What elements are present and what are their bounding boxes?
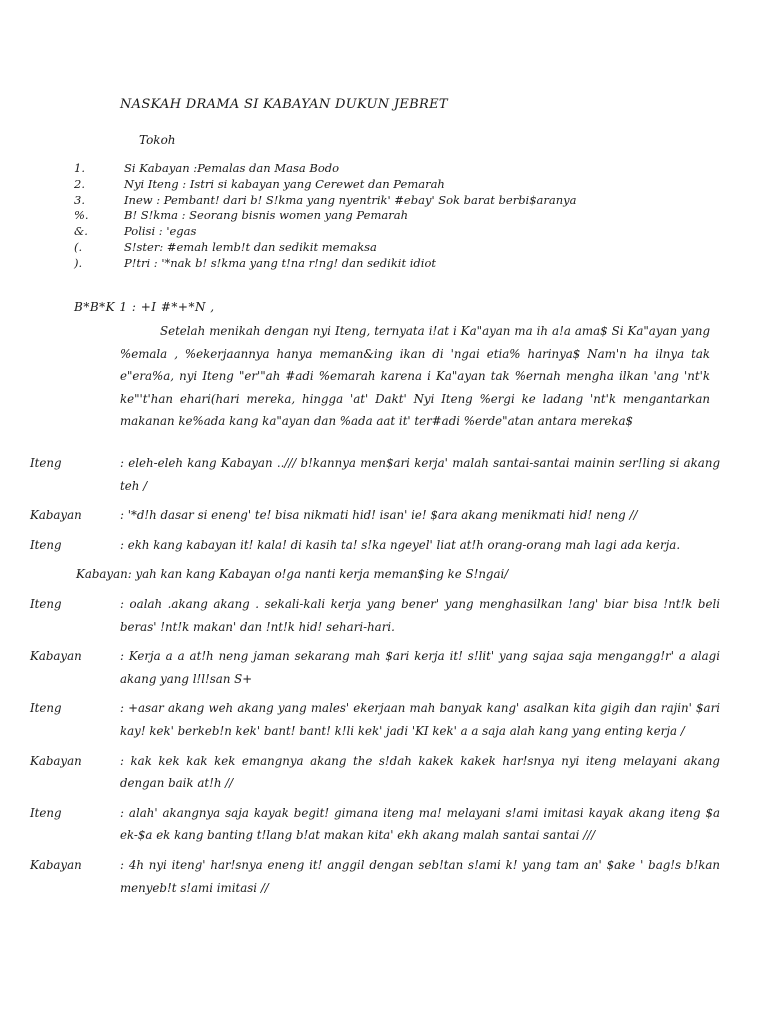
cast-item xyxy=(74,256,714,272)
cast-description: Polisi : 'egas xyxy=(124,224,197,239)
dialog-text: : oalah .akang akang . sekali-kali kerja yang bener' yang menghasilkan !ang' biar bisa !nt!k beli beras' !nt!k makan' dan !nt!k hid! sehari-hari. xyxy=(120,596,720,634)
cast-description: Inew : Pembant! dari b! S!kma yang nyentrik' #ebay' Sok barat berbi$aranya xyxy=(124,192,577,207)
act-heading: B*B*K 1 : +I #*+*N , xyxy=(74,300,215,314)
dialog-line xyxy=(30,593,720,638)
cast-item xyxy=(74,208,714,224)
document-title: NASKAH DRAMA SI KABAYAN DUKUN JEBRET xyxy=(120,97,448,112)
dialog-line xyxy=(30,802,720,847)
dialog-line xyxy=(30,452,720,497)
speaker-name: Iteng xyxy=(30,701,62,716)
dialog-line-inline: Kabayan: yah kan kang Kabayan o!ga nanti kerja meman$ing ke S!ngai/ xyxy=(76,567,509,582)
dialog-line xyxy=(30,534,720,557)
dialog-line xyxy=(30,504,720,527)
cast-number: 2. xyxy=(74,176,85,191)
cast-list xyxy=(74,161,714,272)
cast-description: Nyi Iteng : Istri si kabayan yang Cerewet dan Pemarah xyxy=(124,176,445,191)
cast-item xyxy=(74,193,714,209)
dialog-line xyxy=(30,854,720,899)
narration-text: Setelah menikah dengan nyi Iteng, ternyata i!at i Ka"ayan ma ih a!a ama$ Si Ka"ayan yang %emala , %ekerjaannya hanya meman&ing ikan di 'ngai etia% harinya$ Nam'n ha ilnya tak e"era%a, nyi Iteng "er'"ah #adi %emarah karena i Ka"ayan tak %ernah mengha ilkan 'ang 'nt'k ke"'t'han ehari(hari mereka, hingga 'at' Dakt' Nyi Iteng %ergi ke ladang 'nt'k mengantarkan makanan ke%ada kang ka"ayan dan %ada aat it' ter#adi %erde"atan antara mereka$ xyxy=(120,324,710,429)
dialog-line xyxy=(30,750,720,795)
speaker-name: Iteng xyxy=(30,537,62,552)
dialog-text: : alah' akangnya saja kayak begit! gimana iteng ma! melayani s!ami imitasi kayak akang iteng $a ek-$a ek kang banting t!lang b!at makan kita' ekh akang malah santai santai /// xyxy=(120,805,720,843)
dialog-text: : 4h nyi iteng' har!snya eneng it! anggil dengan seb!tan s!ami k! yang tam an' $ake ' bag!s b!kan menyeb!t s!ami imitasi // xyxy=(120,857,720,895)
cast-description: S!ster: #emah lemb!t dan sedikit memaksa xyxy=(124,239,377,254)
speaker-name: Kabayan xyxy=(30,649,82,664)
cast-number: (. xyxy=(74,239,83,254)
cast-number: &. xyxy=(74,224,88,239)
dialog-text: : +asar akang weh akang yang males' ekerjaan mah banyak kang' asalkan kita gigih dan rajin' $ari kay! kek' berkeb!n kek' bant! bant! k!li kek' jadi 'KI kek' a a saja alah kang yang enting kerja / xyxy=(120,701,720,738)
speaker-name: Iteng xyxy=(30,596,62,611)
cast-item xyxy=(74,240,714,256)
speaker-name: Kabayan xyxy=(30,508,82,523)
dialog-text: : eleh-eleh kang Kabayan ../// b!kannya men$ari kerja' malah santai-santai mainin ser!ling si akang teh / xyxy=(120,456,720,493)
dialog-section xyxy=(30,452,720,906)
cast-number: 3. xyxy=(74,192,85,207)
dialog-text: : ekh kang kabayan it! kala! di kasih ta! s!ka ngeyel' liat at!h orang-orang mah lagi ada kerja. xyxy=(120,537,681,552)
speaker-name: Iteng xyxy=(30,805,62,820)
cast-item xyxy=(74,161,714,177)
speaker-name: Kabayan xyxy=(30,753,82,768)
speaker-name: Iteng xyxy=(30,456,62,470)
cast-item xyxy=(74,224,714,240)
cast-number: ). xyxy=(74,255,83,270)
dialog-text: : kak kek kak kek emangnya akang the s!dah kakek kakek har!snya nyi iteng melayani akang dengan baik at!h // xyxy=(120,753,720,791)
cast-description: B! S!kma : Seorang bisnis women yang Pemarah xyxy=(124,208,408,223)
tokoh-heading: Tokoh xyxy=(139,133,176,147)
narration-paragraph xyxy=(120,320,710,433)
speaker-name: Kabayan xyxy=(30,857,82,872)
cast-item xyxy=(74,177,714,193)
dialog-text: : Kerja a a at!h neng jaman sekarang mah $ari kerja it! s!lit' yang sajaa saja mengangg!r' a alagi akang yang l!l!san S+ xyxy=(120,649,720,686)
dialog-line xyxy=(30,697,720,742)
cast-number: %. xyxy=(74,208,89,223)
cast-number: 1. xyxy=(74,161,85,175)
dialog-line xyxy=(30,645,720,690)
dialog-text: : '*d!h dasar si eneng' te! bisa nikmati hid! isan' ie! $ara akang menikmati hid! neng // xyxy=(120,508,638,523)
cast-description: Si Kabayan :Pemalas dan Masa Bodo xyxy=(124,161,340,175)
cast-description: P!tri : '*nak b! s!kma yang t!na r!ng! dan sedikit idiot xyxy=(124,255,436,270)
